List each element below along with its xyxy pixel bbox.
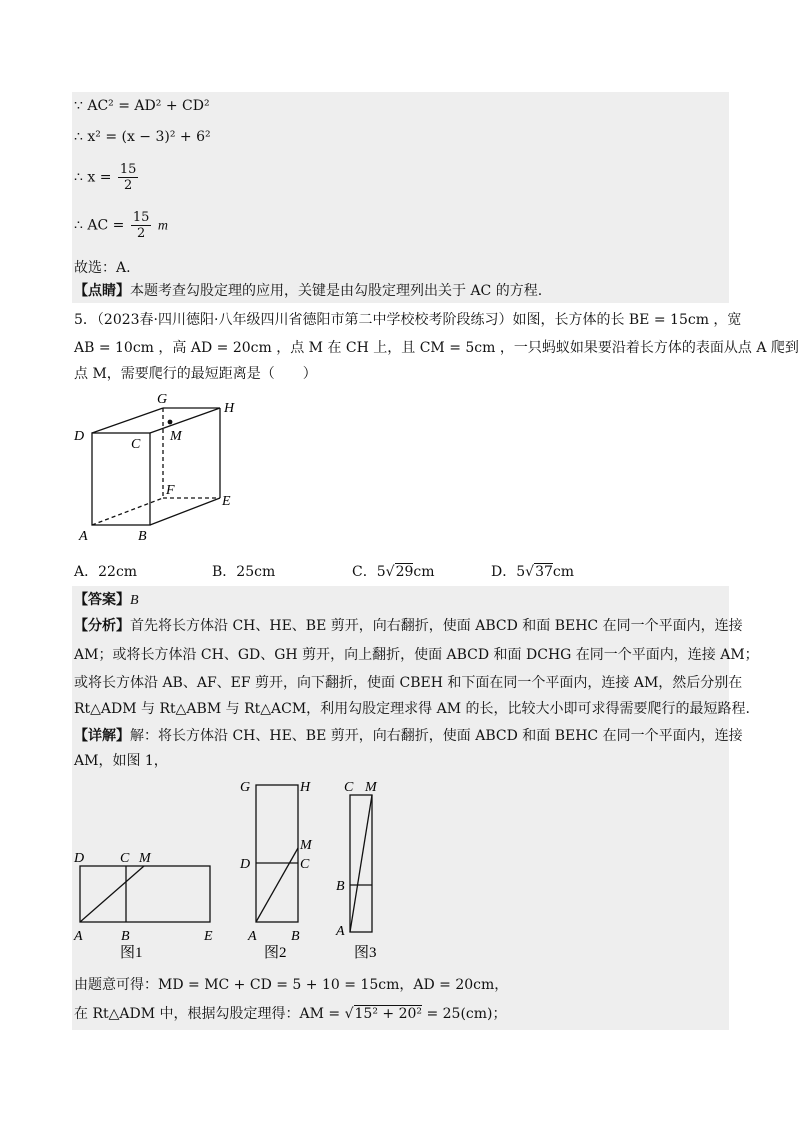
fraction-numerator: 15 bbox=[119, 162, 137, 177]
label-f: F bbox=[166, 483, 175, 498]
detail-line-2: AM，如图 1， bbox=[74, 753, 168, 769]
fig1-label-c: C bbox=[120, 851, 130, 866]
detail-text: 解：将长方体沿 CH、HE、BE 剪开，向右翻折，使面 ABCD 和面 BEHC 在同一个平面内，连接 bbox=[130, 728, 743, 744]
option-letter: A． bbox=[74, 564, 99, 580]
label-c: C bbox=[131, 437, 141, 452]
answer-tag: 【答案】 bbox=[74, 592, 130, 608]
fig1-label-m: M bbox=[139, 851, 151, 866]
fig1-label-b: B bbox=[121, 929, 130, 944]
fig1-label-a: A bbox=[74, 929, 83, 944]
fraction-denominator: 2 bbox=[124, 178, 133, 193]
step-3-prefix: ∴ x = bbox=[74, 169, 112, 186]
label-a: A bbox=[79, 529, 88, 544]
conclusion-line-2: 在 Rt△ADM 中，根据勾股定理得：AM = √15² + 20² = 25(cm)； bbox=[74, 1006, 507, 1022]
label-d: D bbox=[74, 429, 85, 444]
option-d: D．5√37cm bbox=[491, 564, 575, 580]
question-line-2: AB = 10cm ，高 AD = 20cm ，点 M 在 CH 上，且 CM = 5cm ，一只蚂蚁如果要沿着长方体的表面从点 A 爬到 bbox=[74, 340, 799, 356]
analysis-line-1 bbox=[74, 616, 743, 636]
fig3-label-b: B bbox=[336, 879, 345, 894]
option-coef: 5 bbox=[376, 564, 386, 580]
option-c: C．5√29cm bbox=[352, 564, 435, 580]
option-b bbox=[212, 561, 275, 581]
step-1: ∵ AC² = AD² + CD² bbox=[74, 98, 210, 114]
label-g: G bbox=[157, 392, 168, 407]
option-radicand: 37 bbox=[535, 564, 553, 580]
option-radicand: 29 bbox=[395, 564, 414, 580]
analysis-text: 首先将长方体沿 CH、HE、BE 剪开，向右翻折，使面 ABCD 和面 BEHC 在同一个平面内，连接 bbox=[130, 618, 743, 634]
fraction bbox=[131, 210, 152, 241]
choice-line: 故选：A. bbox=[74, 260, 131, 276]
option-a bbox=[74, 561, 137, 581]
label-h: H bbox=[224, 401, 235, 416]
conclusion-line-1: 由题意可得：MD = MC + CD = 5 + 10 = 15cm，AD = 20cm， bbox=[74, 977, 509, 993]
question-line-1 bbox=[74, 310, 741, 330]
solution-background-top bbox=[72, 92, 729, 303]
fig3-label-m: M bbox=[365, 780, 377, 795]
comment-tag: 【点睛】 bbox=[74, 283, 130, 299]
analysis-line-4: Rt△ADM 与 Rt△ABM 与 Rt△ACM，利用勾股定理求得 AM 的长，比较大小即可求得需要爬行的最短路程. bbox=[74, 701, 750, 717]
option-value: 22cm bbox=[98, 564, 138, 580]
option-unit: cm bbox=[413, 564, 435, 580]
option-unit: cm bbox=[552, 564, 575, 580]
fraction bbox=[118, 162, 139, 193]
answer-value: B bbox=[130, 593, 139, 608]
analysis-line-3: 或将长方体沿 AB、AF、EF 剪开，向下翻折，使面 CBEH 和下面在同一个平面内，连接 AM，然后分别在 bbox=[74, 675, 743, 691]
conclusion-suffix: = 25(cm)； bbox=[426, 1006, 507, 1022]
point-m-dot bbox=[168, 420, 173, 425]
label-e: E bbox=[222, 494, 231, 509]
fig3-caption: 图3 bbox=[354, 945, 377, 961]
step-2: ∴ x² = (x − 3)² + 6² bbox=[74, 129, 211, 145]
fig2-label-g: G bbox=[240, 780, 251, 795]
option-letter: C． bbox=[352, 564, 377, 580]
comment-line bbox=[74, 281, 542, 301]
fig2-label-a: A bbox=[248, 929, 257, 944]
fig1-caption: 图1 bbox=[120, 945, 143, 961]
label-m: M bbox=[170, 429, 182, 444]
fig2-label-b: B bbox=[291, 929, 300, 944]
fig2-label-m: M bbox=[300, 838, 312, 853]
fig1-label-e: E bbox=[204, 929, 213, 944]
detail-line-1 bbox=[74, 726, 743, 746]
fig3-label-a: A bbox=[336, 924, 345, 939]
analysis-tag: 【分析】 bbox=[74, 618, 130, 634]
label-b: B bbox=[138, 529, 147, 544]
fig2-caption: 图2 bbox=[264, 945, 287, 961]
detail-tag: 【详解】 bbox=[74, 728, 130, 744]
step-4-prefix: ∴ AC = bbox=[74, 217, 125, 234]
step-3 bbox=[74, 162, 140, 193]
answer-line bbox=[74, 590, 139, 611]
figure-2 bbox=[234, 775, 334, 965]
question-text: （2023春·四川德阳·八年级四川省德阳市第二中学校校考阶段练习）如图，长方体的长 BE = 15cm ，宽 bbox=[96, 312, 742, 328]
conclusion-prefix: 在 Rt△ADM 中，根据勾股定理得：AM = bbox=[74, 1006, 341, 1022]
question-number: 5． bbox=[74, 312, 97, 328]
option-coef: 5 bbox=[516, 564, 526, 580]
fig2-label-d: D bbox=[240, 857, 251, 872]
fig2-label-c: C bbox=[300, 857, 310, 872]
option-letter: D． bbox=[491, 564, 517, 580]
figure-1 bbox=[72, 845, 222, 965]
fraction-denominator: 2 bbox=[136, 226, 146, 241]
conclusion-radicand: 15² + 20² bbox=[354, 1006, 422, 1022]
option-value: 25cm bbox=[236, 564, 276, 580]
cuboid-figure bbox=[70, 388, 270, 548]
option-letter: B． bbox=[212, 564, 237, 580]
comment-text: 本题考查勾股定理的应用，关键是由勾股定理列出关于 AC 的方程. bbox=[130, 283, 543, 299]
fig3-label-c: C bbox=[344, 780, 354, 795]
unit: m bbox=[157, 218, 168, 234]
fraction-numerator: 15 bbox=[132, 210, 150, 225]
fig1-label-d: D bbox=[74, 851, 85, 866]
question-line-3: 点 M，需要爬行的最短距离是（ ） bbox=[74, 366, 317, 382]
fig2-label-h: H bbox=[300, 780, 311, 795]
analysis-line-2: AM；或将长方体沿 CH、GD、GH 剪开，向上翻折，使面 ABCD 和面 DCHG 在同一个平面内，连接 AM； bbox=[74, 647, 759, 663]
step-4 bbox=[74, 210, 168, 241]
figure-3 bbox=[332, 775, 402, 965]
